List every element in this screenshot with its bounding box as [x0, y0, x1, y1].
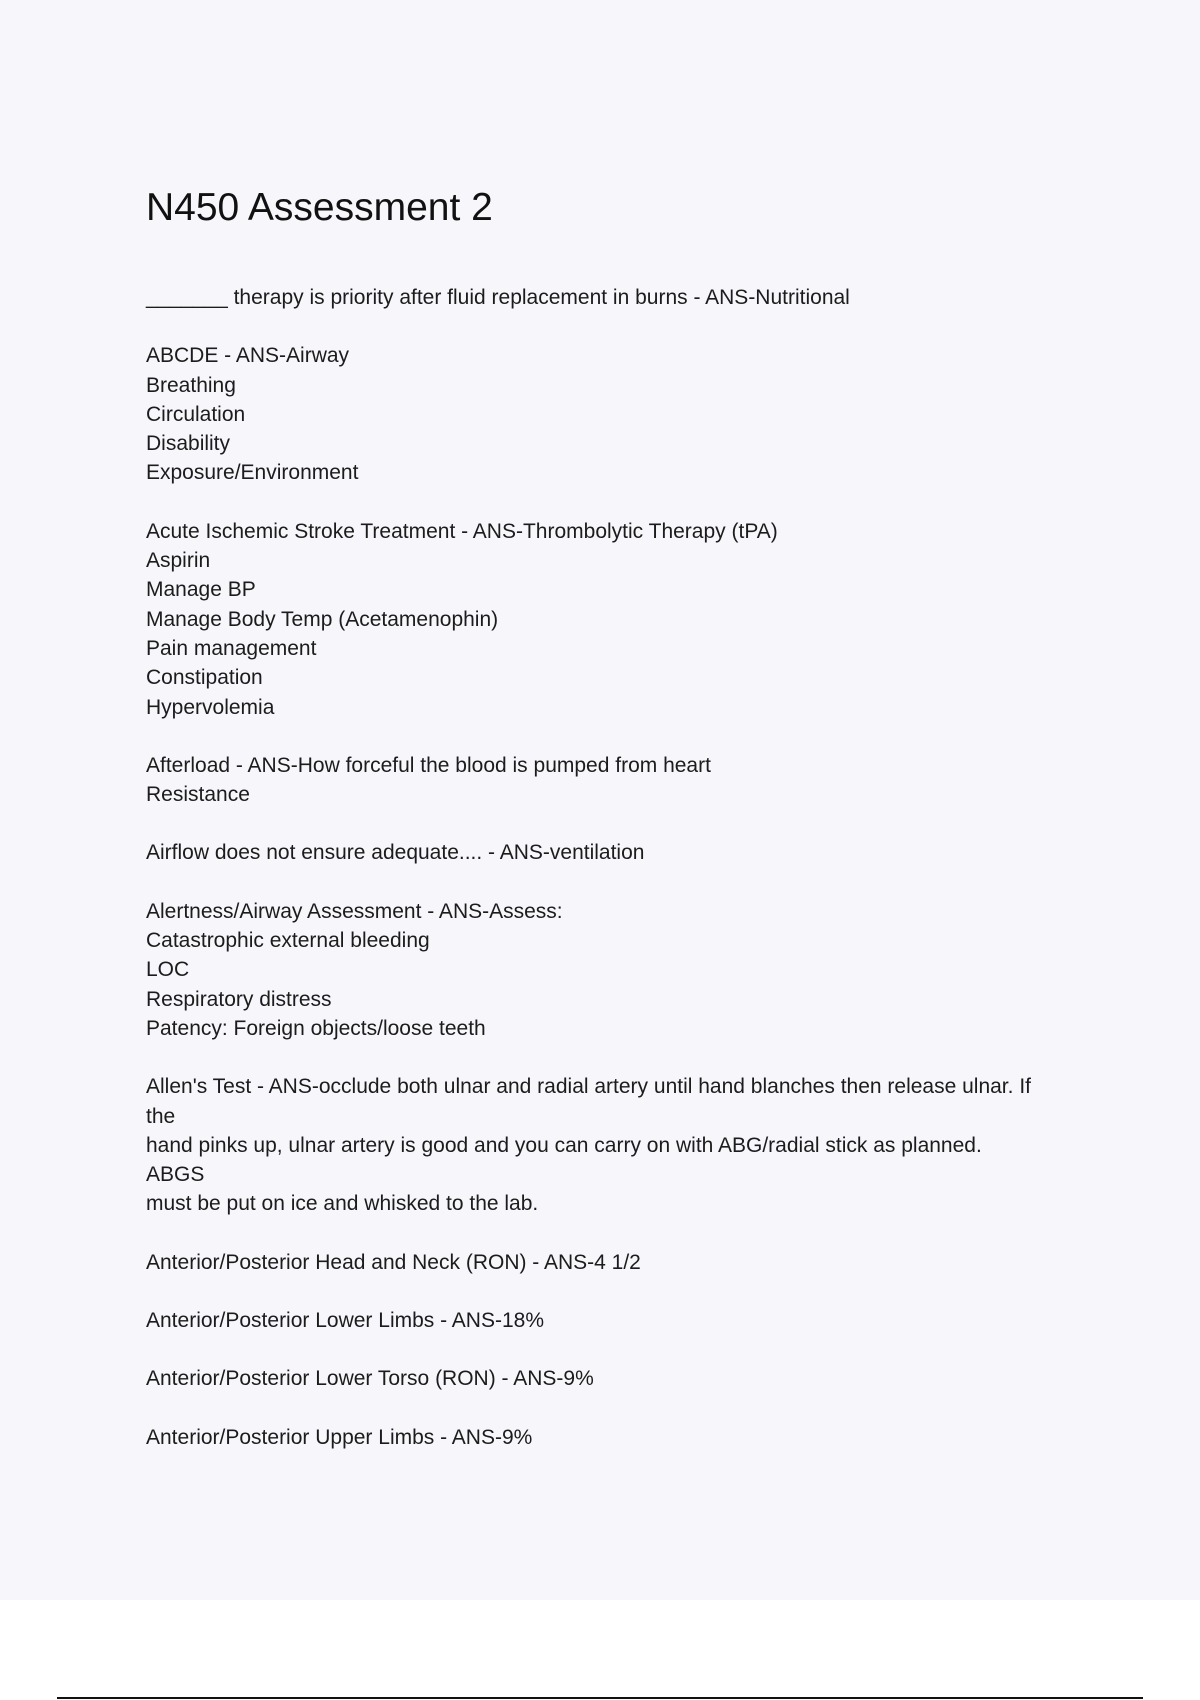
flashcard-entry	[146, 1423, 1096, 1452]
flashcard-entry	[146, 1248, 1096, 1277]
flashcard-question-line: Anterior/Posterior Upper Limbs - ANS-9%	[146, 1425, 533, 1449]
flashcard-entry	[146, 283, 1096, 312]
flashcard-answer-line: Manage BP	[146, 578, 256, 602]
flashcard-entry	[146, 838, 1096, 867]
flashcard-entry	[146, 897, 1096, 1043]
flashcard-answer-line: Hypervolemia	[146, 695, 275, 719]
flashcard-answer-line: Constipation	[146, 666, 263, 690]
flashcard-entry	[146, 1306, 1096, 1335]
document-content	[146, 178, 1096, 1481]
flashcard-question-line: Afterload - ANS-How forceful the blood is pumped from heart	[146, 753, 711, 777]
flashcard-question-line: Anterior/Posterior Lower Torso (RON) - ANS-9%	[146, 1367, 594, 1391]
flashcard-question-line: Allen's Test - ANS-occlude both ulnar and radial artery until hand blanches then release ulnar. If	[146, 1075, 1031, 1099]
flashcard-question-line: Alertness/Airway Assessment - ANS-Assess:	[146, 899, 563, 923]
flashcard-entry	[146, 1072, 1096, 1218]
flashcard-answer-line: Respiratory distress	[146, 987, 332, 1011]
page-title: N450 Assessment 2	[146, 186, 493, 229]
flashcard-answer-line: Disability	[146, 432, 231, 456]
flashcard-list	[146, 283, 1096, 1452]
flashcard-entry	[146, 517, 1096, 722]
flashcard-answer-line: Breathing	[146, 373, 236, 397]
flashcard-answer-line: Aspirin	[146, 549, 211, 573]
flashcard-answer-line: must be put on ice and whisked to the lab.	[146, 1192, 539, 1216]
flashcard-question-line: Anterior/Posterior Lower Limbs - ANS-18%	[146, 1309, 544, 1333]
flashcard-answer-line: Catastrophic external bleeding	[146, 929, 430, 953]
flashcard-question-line: ABCDE - ANS-Airway	[146, 344, 350, 368]
flashcard-answer-line: Manage Body Temp (Acetamenophin)	[146, 607, 499, 631]
flashcard-entry	[146, 1364, 1096, 1393]
flashcard-question-line: Airflow does not ensure adequate.... - ANS-ventilation	[146, 841, 645, 865]
flashcard-entry	[146, 341, 1096, 487]
flashcard-answer-line: Exposure/Environment	[146, 461, 359, 485]
flashcard-answer-line: ABGS	[146, 1163, 205, 1187]
flashcard-question-line: _______ therapy is priority after fluid replacement in burns - ANS-Nutritional	[146, 286, 850, 309]
flashcard-answer-line: Resistance	[146, 783, 250, 807]
flashcard-answer-line: the	[146, 1104, 176, 1128]
flashcard-question-line: Anterior/Posterior Head and Neck (RON) - ANS-4 1/2	[146, 1250, 641, 1274]
flashcard-answer-line: hand pinks up, ulnar artery is good and you can carry on with ABG/radial stick as planned.	[146, 1133, 982, 1157]
flashcard-answer-line: LOC	[146, 958, 190, 982]
flashcard-entry	[146, 751, 1096, 810]
flashcard-answer-line: Patency: Foreign objects/loose teeth	[146, 1016, 486, 1040]
flashcard-answer-line: Pain management	[146, 636, 317, 660]
flashcard-answer-line: Circulation	[146, 402, 246, 426]
flashcard-question-line: Acute Ischemic Stroke Treatment - ANS-Thrombolytic Therapy (tPA)	[146, 519, 778, 543]
footer-divider	[57, 1697, 1143, 1699]
